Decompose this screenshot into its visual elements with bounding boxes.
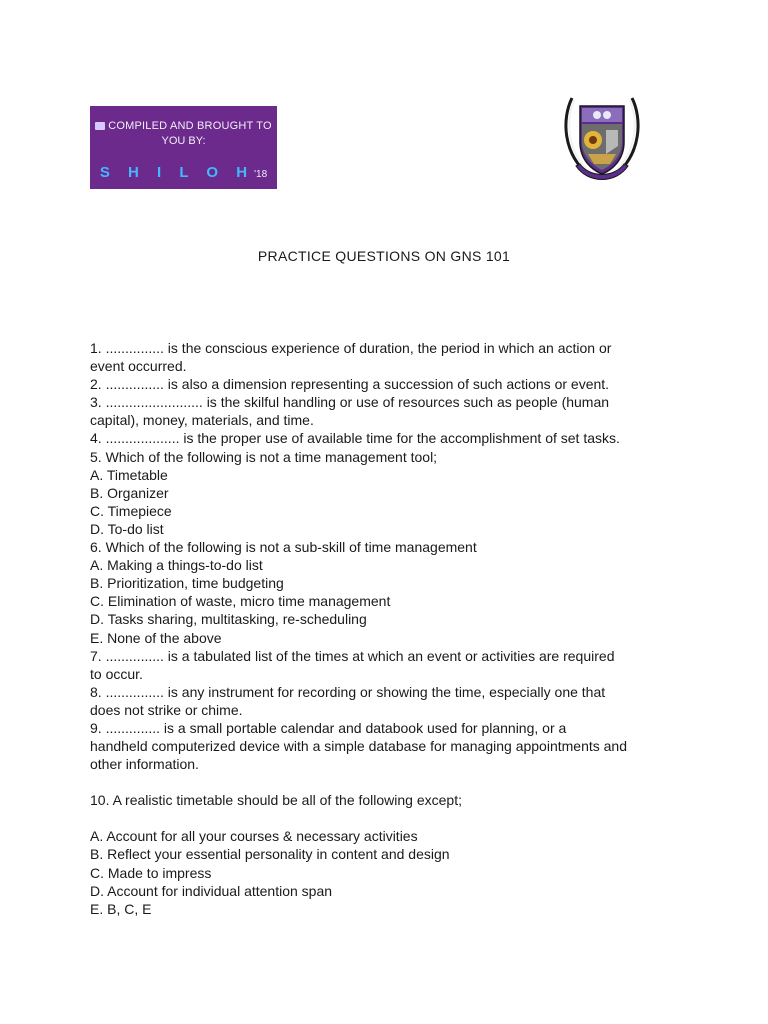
university-crest-logo — [560, 94, 644, 186]
answer-option: E. B, C, E — [90, 900, 152, 917]
text-line: D. To-do list — [90, 520, 164, 537]
book-icon — [95, 122, 105, 130]
brand-year: '18 — [254, 169, 268, 180]
text-line: 6. Which of the following is not a sub-skill of time management — [90, 539, 477, 556]
text-line: handheld computerized device with a simple database for managing appointments and — [90, 738, 628, 755]
text-line: 1. ............... is the conscious experience of duration, the period in which an action or — [90, 340, 612, 356]
text-line: 5. Which of the following is not a time management tool; — [90, 448, 438, 465]
text-line: B. Prioritization, time budgeting — [90, 575, 284, 592]
spacer — [90, 773, 690, 791]
text-line: A. Timetable — [90, 466, 168, 483]
text-line: 8. ............... is any instrument for recording or showing the time, especially one that — [90, 683, 606, 700]
brand-name: S H I L O H — [99, 164, 255, 181]
compiled-by-banner — [90, 106, 277, 189]
text-line: E. None of the above — [90, 629, 222, 646]
text-line: 4. ................... is the proper use of available time for the accomplishment of set tasks. — [90, 430, 620, 447]
question-10: 10. A realistic timetable should be all of the following except; — [90, 792, 462, 809]
answer-option: C. Made to impress — [90, 864, 212, 881]
text-line: 3. ......................... is the skilful handling or use of resources such as people (human — [90, 394, 610, 411]
answer-option: B. Reflect your essential personality in content and design — [90, 846, 450, 863]
text-line: B. Organizer — [90, 484, 169, 501]
questions-body — [90, 339, 690, 918]
text-line: 9. .............. is a small portable calendar and databook used for planning, or a — [90, 719, 567, 736]
text-line: 7. ............... is a tabulated list of the times at which an event or activities are required — [90, 647, 615, 664]
text-line: to occur. — [90, 665, 143, 682]
spacer — [90, 809, 690, 827]
text-line: C. Timepiece — [90, 502, 172, 519]
banner-brand — [90, 164, 277, 181]
text-line: 2. ............... is also a dimension representing a succession of such actions or event. — [90, 376, 610, 393]
answer-option: D. Account for individual attention span — [90, 882, 333, 899]
text-line: A. Making a things-to-do list — [90, 557, 263, 574]
text-line: capital), money, materials, and time. — [90, 412, 314, 429]
text-line: event occurred. — [90, 358, 187, 375]
banner-line-2: YOU BY: — [161, 135, 206, 147]
banner-line-1: COMPILED AND BROUGHT TO — [90, 120, 277, 132]
text-line: C. Elimination of waste, micro time management — [90, 593, 391, 610]
answer-option: A. Account for all your courses & necessary activities — [90, 828, 418, 845]
page-title: PRACTICE QUESTIONS ON GNS 101 — [257, 248, 511, 264]
text-line: D. Tasks sharing, multitasking, re-scheduling — [90, 611, 367, 628]
text-line: does not strike or chime. — [90, 701, 243, 718]
text-line: other information. — [90, 756, 199, 773]
